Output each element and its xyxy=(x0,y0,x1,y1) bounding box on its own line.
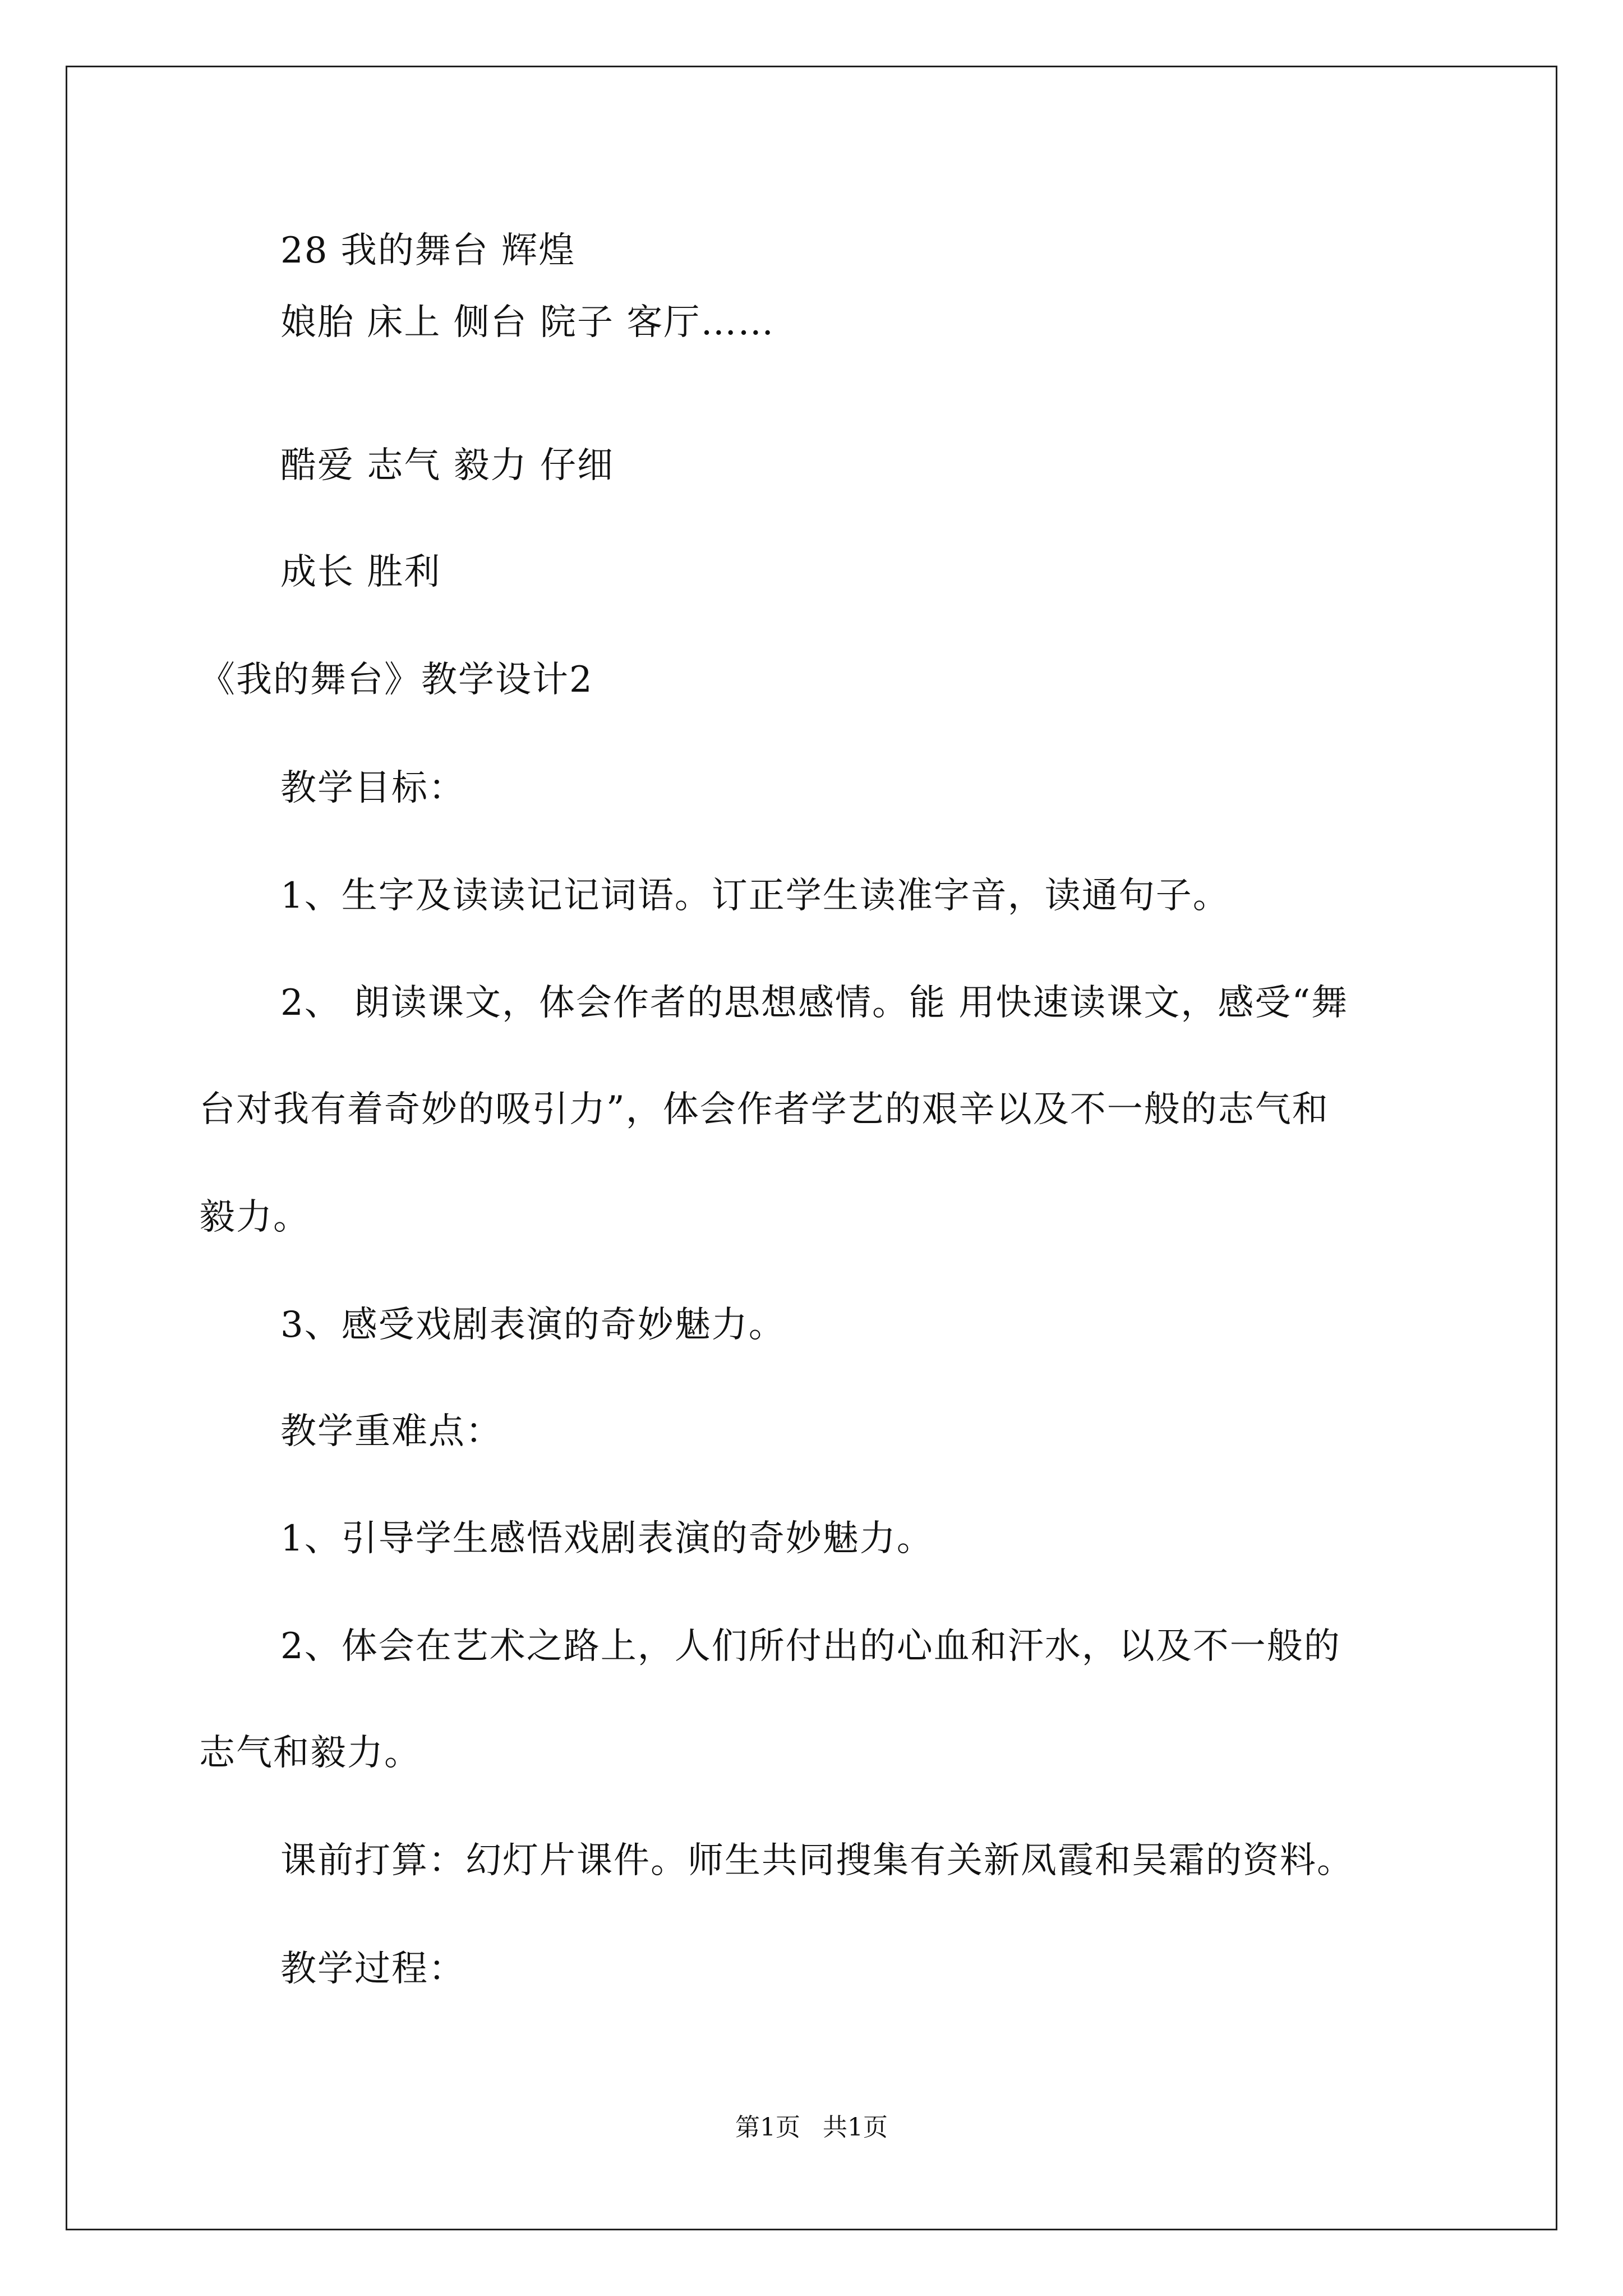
section-heading: 《我的舞台》教学设计2 xyxy=(199,659,593,701)
page-number: 第1页 xyxy=(735,2113,800,2142)
line-difficulty-1: 1、引导学生感悟戏剧表演的奇妙魅力。 xyxy=(280,1518,934,1559)
line-vocab-places: 娘胎 床上 侧台 院子 客厅…… xyxy=(280,302,775,343)
line-goal-2: 2、 朗读课文，体会作者的思想感情。能 用快速读课文，感受“舞 xyxy=(280,982,1349,1024)
line-difficulty-2: 2、体会在艺术之路上，人们所付出的心血和汗水，以及不一般的 xyxy=(280,1626,1341,1667)
line-goals-heading: 教学目标： xyxy=(280,767,465,809)
page-border xyxy=(66,66,1557,2230)
line-goal-2-end: 毅力。 xyxy=(199,1197,310,1238)
line-goal-1: 1、生字及读读记记词语。订正学生读准字音，读通句子。 xyxy=(280,875,1230,917)
line-preparation: 课前打算：幻灯片课件。师生共同搜集有关新凤霞和吴霜的资料。 xyxy=(280,1840,1354,1881)
line-difficulty-2-cont: 志气和毅力。 xyxy=(199,1732,421,1774)
line-difficulties-heading: 教学重难点： xyxy=(280,1411,502,1452)
line-goal-2-cont: 台对我有着奇妙的吸引力”，体会作者学艺的艰辛以及不一般的志气和 xyxy=(199,1089,1329,1130)
line-vocab-growth: 成长 胜利 xyxy=(280,551,441,593)
line-title-words: 28 我的舞台 辉煌 xyxy=(280,230,576,272)
line-goal-3: 3、感受戏剧表演的奇妙魅力。 xyxy=(280,1304,786,1346)
page-total: 共1页 xyxy=(823,2113,888,2142)
line-vocab-traits: 酷爱 志气 毅力 仔细 xyxy=(280,445,615,486)
page-footer xyxy=(0,2112,1623,2143)
line-process-heading: 教学过程： xyxy=(280,1948,465,1990)
